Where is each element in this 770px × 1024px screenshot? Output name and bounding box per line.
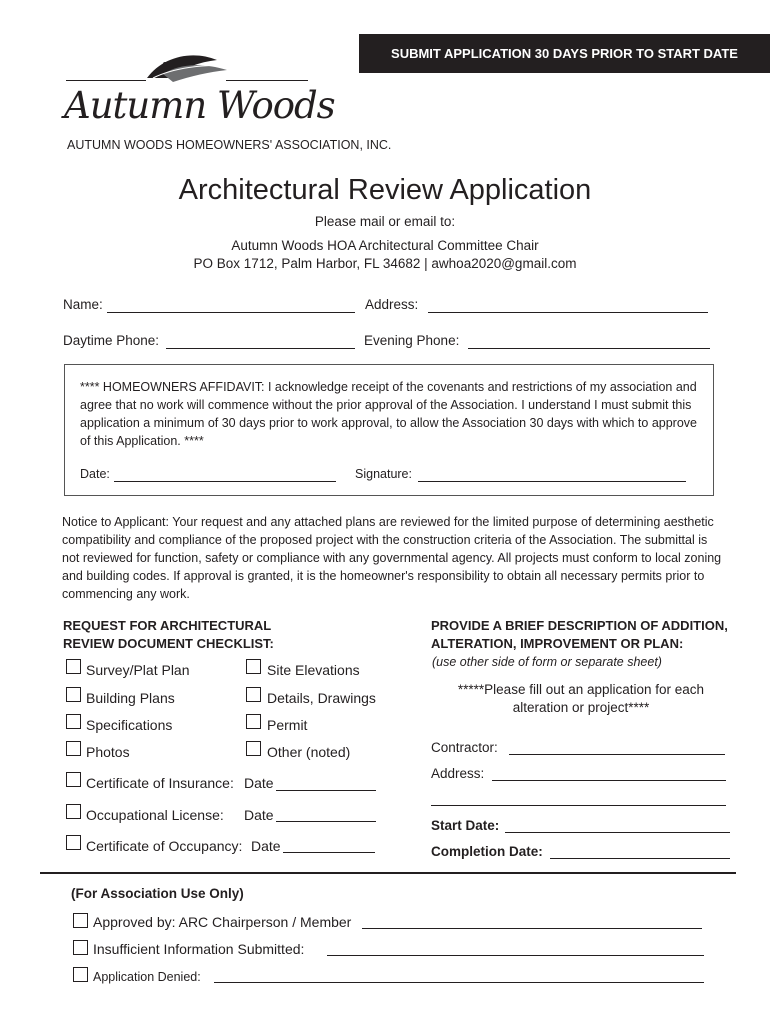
specifications-label: Specifications: [86, 717, 173, 733]
specifications-checkbox[interactable]: [66, 714, 81, 729]
survey-plat-label: Survey/Plat Plan: [86, 662, 190, 678]
completion-date-label: Completion Date:: [431, 844, 543, 859]
address-label: Address:: [365, 297, 419, 312]
page-title: Architectural Review Application: [178, 174, 592, 206]
permit-label: Permit: [267, 717, 308, 733]
logo-wordmark: Autumn Woods: [64, 84, 335, 127]
affidavit-date-field[interactable]: [114, 481, 336, 482]
license-date-label: Date: [244, 807, 274, 823]
description-heading-1: PROVIDE A BRIEF DESCRIPTION OF ADDITION,: [431, 618, 728, 633]
evening-phone-field[interactable]: [468, 348, 710, 349]
daytime-phone-label: Daytime Phone:: [63, 333, 160, 348]
occupancy-date-label: Date: [251, 838, 281, 854]
name-field[interactable]: [107, 312, 355, 313]
start-date-field[interactable]: [505, 832, 730, 833]
address-field[interactable]: [428, 312, 708, 313]
mailing-address: PO Box 1712, Palm Harbor, FL 34682 | awhoa2020@gmail.com: [193, 256, 577, 271]
insurance-date-label: Date: [244, 775, 274, 791]
occupancy-label: Certificate of Occupancy:: [86, 838, 243, 854]
approved-label: Approved by: ARC Chairperson / Member: [93, 914, 352, 930]
notice-to-applicant: Notice to Applicant: Your request and any attached plans are reviewed for the limited purpose of determining aesthetic compatibility and compliance of the proposed project with the construction criteria of the Association. The submittal is not reviewed for function, safety or compliance with any governmental agency. All projects must conform to local zoning and building codes. If approval is granted, it is the homeowner's responsibility to obtain all necessary permits prior to commencing any work.: [62, 515, 722, 601]
contractor-label: Contractor:: [431, 740, 498, 755]
insufficient-checkbox[interactable]: [73, 940, 88, 955]
committee-chair: Autumn Woods HOA Architectural Committee Chair: [231, 238, 539, 253]
description-instruction-1: *****Please fill out an application for each: [457, 682, 705, 697]
affidavit-date-label: Date:: [80, 467, 110, 481]
site-elevations-label: Site Elevations: [267, 662, 360, 678]
photos-checkbox[interactable]: [66, 741, 81, 756]
submit-deadline-banner: SUBMIT APPLICATION 30 DAYS PRIOR TO START DATE: [359, 34, 770, 73]
other-noted-label: Other (noted): [267, 744, 351, 760]
daytime-phone-field[interactable]: [166, 348, 355, 349]
license-date-field[interactable]: [276, 821, 376, 822]
evening-phone-label: Evening Phone:: [364, 333, 460, 348]
building-plans-label: Building Plans: [86, 690, 175, 706]
insurance-label: Certificate of Insurance:: [86, 775, 234, 791]
contractor-field[interactable]: [509, 754, 725, 755]
license-label: Occupational License:: [86, 807, 224, 823]
insufficient-label: Insufficient Information Submitted:: [93, 941, 305, 957]
details-drawings-label: Details, Drawings: [267, 690, 376, 706]
affidavit-signature-label: Signature:: [355, 467, 412, 481]
association-name: AUTUMN WOODS HOMEOWNERS' ASSOCIATION, INC.: [67, 138, 392, 152]
description-instruction-2: alteration or project****: [512, 700, 650, 715]
affidavit-text: **** HOMEOWNERS AFFIDAVIT: I acknowledge receipt of the covenants and restrictions of my association and agree that no work will commence without the prior approval of the Association. I understand I must submit this application a minimum of 30 days prior to work approval, to allow the Association 30 days with which to approve of this Application. ****: [80, 380, 697, 448]
approved-checkbox[interactable]: [73, 913, 88, 928]
association-use-heading: (For Association Use Only): [71, 886, 244, 901]
logo-rule-right: [226, 80, 308, 81]
insurance-checkbox[interactable]: [66, 772, 81, 787]
license-checkbox[interactable]: [66, 804, 81, 819]
checklist-heading-1: REQUEST FOR ARCHITECTURAL: [63, 618, 272, 633]
approved-field[interactable]: [362, 928, 702, 929]
details-drawings-checkbox[interactable]: [246, 687, 261, 702]
mail-instruction: Please mail or email to:: [314, 214, 456, 229]
checklist-heading-2: REVIEW DOCUMENT CHECKLIST:: [63, 636, 274, 651]
occupancy-checkbox[interactable]: [66, 835, 81, 850]
affidavit-signature-field[interactable]: [418, 481, 686, 482]
logo-rule-left: [66, 80, 146, 81]
building-plans-checkbox[interactable]: [66, 687, 81, 702]
other-noted-checkbox[interactable]: [246, 741, 261, 756]
survey-plat-checkbox[interactable]: [66, 659, 81, 674]
contractor-address-field[interactable]: [492, 780, 726, 781]
contractor-address-label: Address:: [431, 766, 485, 781]
contractor-address-field-2[interactable]: [431, 805, 726, 806]
occupancy-date-field[interactable]: [283, 852, 375, 853]
photos-label: Photos: [86, 744, 130, 760]
insufficient-field[interactable]: [327, 955, 704, 956]
insurance-date-field[interactable]: [276, 790, 376, 791]
start-date-label: Start Date:: [431, 818, 500, 833]
description-heading-2: ALTERATION, IMPROVEMENT OR PLAN:: [431, 636, 684, 651]
association-divider: [40, 872, 736, 874]
denied-field[interactable]: [214, 982, 704, 983]
name-label: Name:: [63, 297, 103, 312]
denied-label: Application Denied:: [93, 970, 201, 984]
completion-date-field[interactable]: [550, 858, 730, 859]
permit-checkbox[interactable]: [246, 714, 261, 729]
site-elevations-checkbox[interactable]: [246, 659, 261, 674]
description-note: (use other side of form or separate sheet): [432, 655, 662, 669]
leaf-logo-icon: [143, 48, 233, 86]
denied-checkbox[interactable]: [73, 967, 88, 982]
